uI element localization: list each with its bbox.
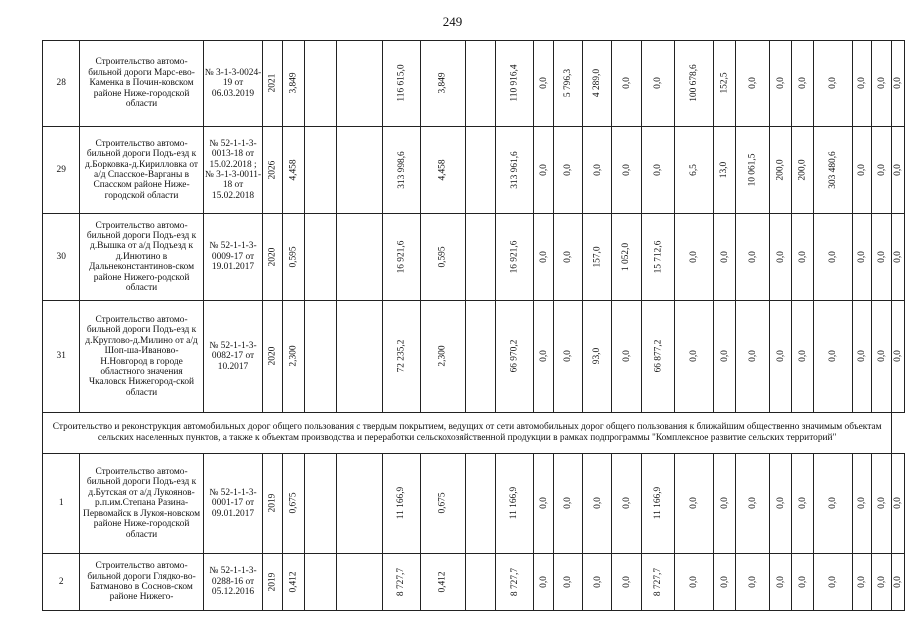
year-value-text: 0,0 xyxy=(827,250,838,263)
year-value xyxy=(713,127,735,214)
year-value-text: 0,0 xyxy=(563,250,574,263)
object-description: Строительство автомо-бильной дороги Подъ-езд к д.Борковка-д.Кирилловка от а/д Спасское-Варганы в Спасском районе Ниже-городской области xyxy=(80,127,203,214)
year-value xyxy=(852,127,872,214)
expertise-reference: № 52-1-1-3-0001-17 от 09.01.2017 xyxy=(203,454,263,554)
year-value xyxy=(892,214,905,301)
empty-cell xyxy=(305,454,336,554)
expertise-reference: № 52-1-1-3-0288-16 от 05.12.2016 xyxy=(203,554,263,611)
year-value xyxy=(892,301,905,413)
year-value xyxy=(583,554,612,611)
financing-sum-text: 8 727,7 xyxy=(509,567,520,596)
year-value xyxy=(583,127,612,214)
year-value xyxy=(872,127,892,214)
year-value-text: 10 061,5 xyxy=(747,153,758,187)
road-length-text: 0,595 xyxy=(288,246,299,268)
total-cost xyxy=(382,127,421,214)
commission-year-text: 2019 xyxy=(267,572,278,592)
empty-cell xyxy=(336,214,382,301)
financing-sum-text: 313 961,6 xyxy=(509,151,520,189)
year-value xyxy=(852,554,872,611)
year-value-text: 0,0 xyxy=(538,77,549,90)
year-value-text: 66 877,2 xyxy=(653,339,664,373)
year-value xyxy=(612,301,641,413)
commission-year xyxy=(263,454,283,554)
year-value-text: 0,0 xyxy=(538,350,549,363)
year-value xyxy=(641,301,675,413)
year-value-text: 303 480,6 xyxy=(827,151,838,189)
year-value-text: 11 166,9 xyxy=(653,487,664,520)
empty-cell xyxy=(305,301,336,413)
empty-cell xyxy=(465,454,495,554)
year-value xyxy=(713,41,735,127)
year-value-text: 0,0 xyxy=(689,350,700,363)
year-value xyxy=(583,301,612,413)
year-value-text: 0,0 xyxy=(689,250,700,263)
year-value-text: 0,0 xyxy=(592,575,603,588)
year-value-text: 0,0 xyxy=(797,497,808,510)
year-value xyxy=(675,454,714,554)
financing-sum xyxy=(495,127,534,214)
year-value xyxy=(872,301,892,413)
year-value xyxy=(892,454,905,554)
road-length xyxy=(283,127,305,214)
year-value xyxy=(612,41,641,127)
year-value xyxy=(675,301,714,413)
year-value xyxy=(534,301,554,413)
year-value xyxy=(872,214,892,301)
road-length-2 xyxy=(421,127,466,214)
year-value xyxy=(641,214,675,301)
year-value xyxy=(675,214,714,301)
expertise-reference: № 52-1-1-3-0082-17 от 10.2017 xyxy=(203,301,263,413)
year-value-text: 0,0 xyxy=(747,350,758,363)
year-value xyxy=(534,214,554,301)
road-length xyxy=(283,214,305,301)
total-cost xyxy=(382,454,421,554)
object-description: Строительство автомо-бильной дороги Марс-ево-Каменка в Почин-ковском районе Ниже-городской области xyxy=(80,41,203,127)
year-value-text: 0,0 xyxy=(719,497,730,510)
year-value-text: 0,0 xyxy=(797,250,808,263)
year-value xyxy=(736,554,770,611)
commission-year-text: 2021 xyxy=(267,73,278,93)
table-row xyxy=(43,41,905,127)
empty-cell xyxy=(305,214,336,301)
year-value-text: 0,0 xyxy=(775,250,786,263)
year-value-text: 0,0 xyxy=(797,575,808,588)
empty-cell xyxy=(336,301,382,413)
year-value-text: 6,5 xyxy=(689,163,700,176)
year-value-text: 0,0 xyxy=(856,575,867,588)
financing-sum xyxy=(495,454,534,554)
road-length xyxy=(283,454,305,554)
expertise-reference: № 3-1-3-0024-19 от 06.03.2019 xyxy=(203,41,263,127)
objects-table xyxy=(42,40,905,611)
year-value-text: 0,0 xyxy=(719,350,730,363)
year-value-text: 0,0 xyxy=(563,497,574,510)
year-value-text: 0,0 xyxy=(538,497,549,510)
year-value-text: 0,0 xyxy=(876,575,887,588)
year-value-text: 0,0 xyxy=(856,350,867,363)
table-row xyxy=(43,214,905,301)
year-value xyxy=(736,454,770,554)
financing-sum xyxy=(495,301,534,413)
year-value xyxy=(872,454,892,554)
table-row xyxy=(43,554,905,611)
road-length xyxy=(283,41,305,127)
year-value xyxy=(713,301,735,413)
commission-year-text: 2026 xyxy=(267,160,278,180)
year-value xyxy=(769,454,791,554)
year-value xyxy=(736,127,770,214)
year-value-text: 0,0 xyxy=(775,575,786,588)
financing-sum-text: 66 970,2 xyxy=(509,339,520,373)
year-value-text: 0,0 xyxy=(621,497,632,510)
commission-year-text: 2019 xyxy=(267,493,278,513)
year-value-text: 0,0 xyxy=(893,163,904,176)
object-description: Строительство автомо-бильной дороги Подъ-езд к д.Вышка от а/д Подъезд к д.Инютино в Дальнеконстантинов-ском районе Нижего-родской области xyxy=(80,214,203,301)
year-value-text: 0,0 xyxy=(876,250,887,263)
year-value xyxy=(612,554,641,611)
year-value-text: 8 727,7 xyxy=(653,567,664,596)
financing-sum-text: 110 916,4 xyxy=(509,64,520,102)
year-value xyxy=(892,41,905,127)
year-value xyxy=(641,554,675,611)
empty-cell xyxy=(336,454,382,554)
year-value xyxy=(554,554,583,611)
year-value-text: 0,0 xyxy=(775,497,786,510)
year-value-text: 13,0 xyxy=(719,161,730,178)
total-cost-text: 11 166,9 xyxy=(396,487,407,520)
year-value-text: 15 712,6 xyxy=(653,240,664,274)
total-cost xyxy=(382,41,421,127)
year-value-text: 0,0 xyxy=(827,575,838,588)
year-value xyxy=(641,41,675,127)
year-value xyxy=(852,454,872,554)
empty-cell xyxy=(305,41,336,127)
year-value xyxy=(852,214,872,301)
year-value-text: 0,0 xyxy=(876,497,887,510)
year-value-text: 0,0 xyxy=(893,250,904,263)
year-value xyxy=(736,41,770,127)
commission-year xyxy=(263,214,283,301)
year-value-text: 0,0 xyxy=(876,350,887,363)
year-value-text: 0,0 xyxy=(563,350,574,363)
commission-year-text: 2020 xyxy=(267,346,278,366)
year-value xyxy=(769,41,791,127)
year-value-text: 0,0 xyxy=(893,77,904,90)
road-length-text: 3,849 xyxy=(288,72,299,94)
year-value-text: 0,0 xyxy=(856,77,867,90)
year-value xyxy=(852,301,872,413)
year-value-text: 152,5 xyxy=(719,72,730,94)
year-value-text: 200,0 xyxy=(797,159,808,181)
year-value xyxy=(814,454,853,554)
table-body-main xyxy=(43,41,905,413)
year-value-text: 0,0 xyxy=(876,163,887,176)
year-value xyxy=(791,41,813,127)
empty-cell xyxy=(305,127,336,214)
year-value xyxy=(769,554,791,611)
road-length xyxy=(283,554,305,611)
year-value xyxy=(554,127,583,214)
year-value xyxy=(872,41,892,127)
year-value xyxy=(791,301,813,413)
empty-cell xyxy=(465,41,495,127)
year-value xyxy=(791,127,813,214)
row-number: 2 xyxy=(43,554,80,611)
year-value-text: 0,0 xyxy=(563,163,574,176)
financing-sum-text: 11 166,9 xyxy=(509,487,520,520)
row-number: 31 xyxy=(43,301,80,413)
year-value xyxy=(791,554,813,611)
empty-cell xyxy=(465,214,495,301)
year-value xyxy=(713,214,735,301)
object-description: Строительство автомо-бильной дороги Подъ-езд к д.Кругловo-д.Милино от а/д Шоп-ша-Иваново-Н.Новгород в городе областного значения Чкаловск Нижегород-ской области xyxy=(80,301,203,413)
road-length-2 xyxy=(421,214,466,301)
year-value xyxy=(852,41,872,127)
year-value-text: 0,0 xyxy=(827,77,838,90)
road-length-2 xyxy=(421,554,466,611)
year-value xyxy=(713,454,735,554)
year-value xyxy=(814,301,853,413)
year-value xyxy=(769,214,791,301)
road-length xyxy=(283,301,305,413)
year-value xyxy=(769,301,791,413)
year-value xyxy=(713,554,735,611)
year-value-text: 0,0 xyxy=(563,575,574,588)
year-value xyxy=(872,554,892,611)
year-value xyxy=(791,214,813,301)
road-length-2-text: 4,458 xyxy=(437,159,448,181)
commission-year xyxy=(263,127,283,214)
year-value xyxy=(736,214,770,301)
year-value-text: 93,0 xyxy=(592,348,603,365)
year-value-text: 1 052,0 xyxy=(621,242,632,271)
year-value xyxy=(675,554,714,611)
table-row xyxy=(43,127,905,214)
empty-cell xyxy=(336,41,382,127)
road-length-2 xyxy=(421,301,466,413)
table-row xyxy=(43,301,905,413)
road-length-text: 0,412 xyxy=(288,571,299,593)
year-value xyxy=(554,214,583,301)
year-value xyxy=(892,554,905,611)
year-value-text: 0,0 xyxy=(747,497,758,510)
year-value-text: 0,0 xyxy=(621,350,632,363)
total-cost-text: 8 727,7 xyxy=(396,567,407,596)
year-value-text: 0,0 xyxy=(592,497,603,510)
year-value-text: 0,0 xyxy=(747,575,758,588)
year-value xyxy=(675,127,714,214)
year-value xyxy=(554,454,583,554)
year-value-text: 0,0 xyxy=(538,163,549,176)
total-cost-text: 116 615,0 xyxy=(396,64,407,102)
road-length-2-text: 2,300 xyxy=(437,345,448,367)
year-value-text: 0,0 xyxy=(747,77,758,90)
year-value xyxy=(612,127,641,214)
year-value-text: 0,0 xyxy=(856,250,867,263)
total-cost xyxy=(382,554,421,611)
table-row xyxy=(43,454,905,554)
total-cost xyxy=(382,214,421,301)
road-length-text: 0,675 xyxy=(288,492,299,514)
commission-year xyxy=(263,301,283,413)
year-value xyxy=(534,554,554,611)
year-value xyxy=(554,41,583,127)
year-value xyxy=(534,127,554,214)
year-value xyxy=(641,127,675,214)
year-value-text: 0,0 xyxy=(719,575,730,588)
page-number: 249 xyxy=(442,14,463,29)
year-value-text: 0,0 xyxy=(827,497,838,510)
year-value-text: 0,0 xyxy=(592,163,603,176)
year-value xyxy=(892,127,905,214)
row-number: 30 xyxy=(43,214,80,301)
total-cost xyxy=(382,301,421,413)
year-value-text: 0,0 xyxy=(689,497,700,510)
year-value-text: 0,0 xyxy=(653,77,664,90)
road-length-2-text: 0,412 xyxy=(437,571,448,593)
road-length-2-text: 0,595 xyxy=(437,246,448,268)
road-length-text: 4,458 xyxy=(288,159,299,181)
year-value xyxy=(583,454,612,554)
object-description: Строительство автомо-бильной дороги Глядко-во-Батманово в Соснов-ском районе Нижего- xyxy=(80,554,203,611)
year-value xyxy=(814,554,853,611)
section-banner: Строительство и реконструкция автомобильных дорог общего пользования с твердым покрытием, ведущих от сети автомобильных дорог общего пользования к ближайшим общественно значимым объектам сельских населенных пунктов, а также к объектам производства и переработки сельскохозяйственной продукции в рамках подпрограммы "Комплексное развитие сельских территорий" xyxy=(43,413,892,454)
year-value-text: 0,0 xyxy=(856,497,867,510)
commission-year xyxy=(263,41,283,127)
year-value-text: 0,0 xyxy=(893,575,904,588)
total-cost-text: 16 921,6 xyxy=(396,240,407,274)
year-value xyxy=(583,41,612,127)
year-value-text: 0,0 xyxy=(538,250,549,263)
year-value-text: 0,0 xyxy=(827,350,838,363)
road-length-text: 2,300 xyxy=(288,345,299,367)
year-value xyxy=(814,214,853,301)
road-length-2 xyxy=(421,454,466,554)
year-value-text: 0,0 xyxy=(775,77,786,90)
year-value xyxy=(534,454,554,554)
road-length-2 xyxy=(421,41,466,127)
empty-cell xyxy=(465,554,495,611)
year-value xyxy=(736,301,770,413)
year-value-text: 0,0 xyxy=(689,575,700,588)
year-value xyxy=(791,454,813,554)
year-value xyxy=(554,301,583,413)
year-value-text: 0,0 xyxy=(856,163,867,176)
year-value-text: 0,0 xyxy=(653,163,664,176)
section-banner-row xyxy=(43,413,905,454)
year-value-text: 0,0 xyxy=(797,350,808,363)
year-value-text: 0,0 xyxy=(893,350,904,363)
total-cost-text: 72 235,2 xyxy=(396,339,407,373)
year-value xyxy=(534,41,554,127)
year-value-text: 0,0 xyxy=(893,497,904,510)
year-value-text: 157,0 xyxy=(592,246,603,268)
year-value xyxy=(675,41,714,127)
year-value-text: 0,0 xyxy=(775,350,786,363)
empty-cell xyxy=(336,127,382,214)
year-value xyxy=(612,454,641,554)
financing-sum xyxy=(495,554,534,611)
road-length-2-text: 3,849 xyxy=(437,72,448,94)
empty-cell xyxy=(465,127,495,214)
year-value-text: 5 796,3 xyxy=(563,69,574,98)
empty-cell xyxy=(465,301,495,413)
financing-sum xyxy=(495,41,534,127)
road-length-2-text: 0,675 xyxy=(437,492,448,514)
expertise-reference: № 52-1-1-3-0009-17 от 19.01.2017 xyxy=(203,214,263,301)
year-value-text: 0,0 xyxy=(747,250,758,263)
object-description: Строительство автомо-бильной дороги Подъ-езд к д.Бутская от а/д Лукоянов-р.п.им.Степана Разина-Первомайск в Лукоя-новском районе Ниже-городской области xyxy=(80,454,203,554)
year-value-text: 0,0 xyxy=(621,163,632,176)
year-value-text: 0,0 xyxy=(621,575,632,588)
empty-cell xyxy=(336,554,382,611)
row-number: 29 xyxy=(43,127,80,214)
row-number: 1 xyxy=(43,454,80,554)
year-value xyxy=(641,454,675,554)
row-number: 28 xyxy=(43,41,80,127)
year-value-text: 0,0 xyxy=(538,575,549,588)
year-value-text: 0,0 xyxy=(876,77,887,90)
commission-year xyxy=(263,554,283,611)
financing-sum-text: 16 921,6 xyxy=(509,240,520,274)
year-value-text: 0,0 xyxy=(621,77,632,90)
year-value-text: 4 289,0 xyxy=(592,69,603,98)
expertise-reference: № 52-1-1-3-0013-18 от 15.02.2018 ; № 3-1-3-0011-18 от 15.02.2018 xyxy=(203,127,263,214)
year-value-text: 200,0 xyxy=(775,159,786,181)
year-value xyxy=(769,127,791,214)
year-value xyxy=(814,127,853,214)
year-value-text: 0,0 xyxy=(719,250,730,263)
year-value xyxy=(583,214,612,301)
year-value xyxy=(814,41,853,127)
year-value-text: 0,0 xyxy=(797,77,808,90)
table-body-rural xyxy=(43,454,905,611)
total-cost-text: 313 998,6 xyxy=(396,151,407,189)
year-value-text: 100 678,6 xyxy=(689,64,700,103)
empty-cell xyxy=(305,554,336,611)
financing-sum xyxy=(495,214,534,301)
commission-year-text: 2020 xyxy=(267,247,278,267)
year-value xyxy=(612,214,641,301)
